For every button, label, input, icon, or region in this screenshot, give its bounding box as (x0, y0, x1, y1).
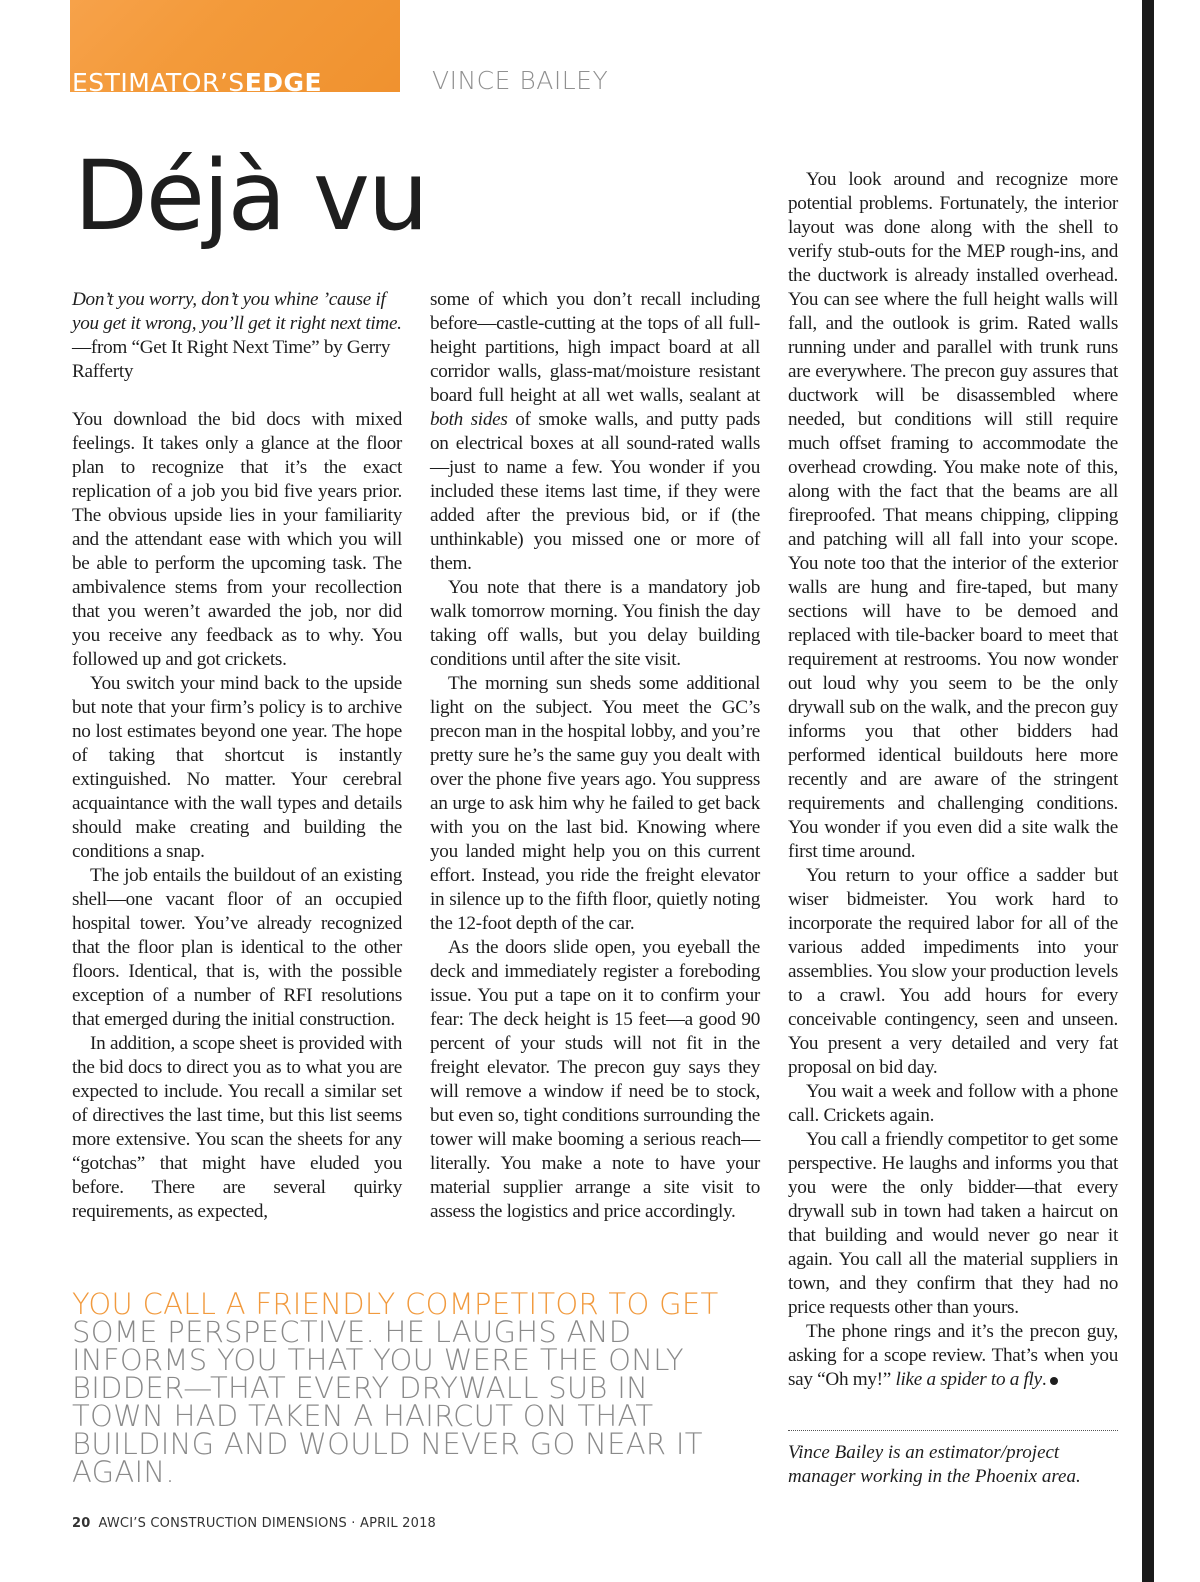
section-label-light: ESTIMATOR’S (72, 68, 245, 92)
paragraph: You return to your office a sadder but wiser bidmeister. You work hard to incorporate the required labor for all of the various added impediments into your assemblies. You slow your production levels to a crawl. You add hours for every conceivable contingency, seen and unseen. You present a very detailed and very fat proposal on bid day. (788, 865, 1118, 1078)
page-edge-bar (1142, 0, 1154, 1582)
paragraph: The morning sun sheds some additional light on the subject. You meet the GC’s precon man in the hospital lobby, and you’re pretty sure he’s the same guy you dealt with over the phone five years ago. You suppress an urge to ask him why he failed to get back with you on the last bid. Knowing where you landed might help you on this current effort. Instead, you ride the freight elevator in silence up to the fifth floor, quietly noting the 12-foot depth of the car. (430, 673, 760, 934)
paragraph-text: . (1041, 1369, 1047, 1390)
paragraph: You look around and recognize more potential problems. Fortunately, the interior layout was done along with the shell to verify stub-outs for the MEP rough-ins, and the ductwork is already installed overhead. You can see where the full height walls will fall, and the outlook is grim. Rated walls running under and parallel with trunk runs are everywhere. The precon guy assures that ductwork will be disassembled where needed, but conditions will still require much offset framing to accommodate the overhead crowding. You make note of this, along with the fact that the beams are all fireproofed. That means chipping, clipping and patching will all fall into your scope. You note too that the interior of the exterior walls are hung and fire-taped, but many sections will have to be demoed and replaced with tile-backer board to meet that requirement at restrooms. You now wonder out loud why you seem to be the only drywall sub on the walk, and the precon guy informs you that other bidders had performed identical buildouts here more recently and are aware of the stringent requirements and challenging conditions. You wonder if you even did a site walk the first time around. (788, 169, 1118, 862)
paragraph: You wait a week and follow with a phone call. Crickets again. (788, 1081, 1118, 1126)
paragraph: You call a friendly competitor to get some perspective. He laughs and informs you that you were the only bidder—that every drywall sub in town had taken a haircut on that building and would never go near it again. You call all the material suppliers in town, and they confirm that they had no price requests other than yours. (788, 1129, 1118, 1318)
page-footer (72, 1516, 436, 1531)
article-title: Déjà vu (74, 140, 427, 252)
paragraph: As the doors slide open, you eyeball the deck and immediately register a foreboding issue. You put a tape on it to confirm your fear: The deck height is 15 feet—a good 90 percent of your studs will not fit in the freight elevator. The precon guy says they will remove a window if need be to stock, but even so, tight conditions surrounding the tower will make booming a serious reach—literally. You make a note to have your material supplier arrange a site visit to assess the logistics and price accordingly. (430, 937, 760, 1222)
pull-quote-rest: SOME PERSPECTIVE. HE LAUGHS AND INFORMS YOU THAT YOU WERE THE ONLY BIDDER—THAT EVERY DRYWALL SUB IN TOWN HAD TAKEN A HAIRCUT ON THAT BUILDING AND WOULD NEVER GO NEAR IT AGAIN. (72, 1315, 703, 1489)
section-tab (70, 0, 400, 92)
epigraph-attribution: —from “Get It Right Next Time” by Gerry Rafferty (72, 337, 391, 382)
paragraph-emphasis: like a spider to a fly (895, 1369, 1042, 1390)
paragraph: You download the bid docs with mixed feelings. It takes only a glance at the floor plan to recognize that it’s the exact replication of a job you bid five years prior. The obvious upside lies in your familiarity and the attendant ease with which you will be able to perform the upcoming task. The ambivalence stems from your recollection that you weren’t awarded the job, nor did you receive any feedback as to why. You followed up and got crickets. (72, 409, 402, 670)
page-number: 20 (72, 1516, 91, 1531)
paragraph: You note that there is a mandatory job walk tomorrow morning. You finish the day taking off walls, but you delay building conditions until after the site visit. (430, 577, 760, 670)
column-2 (430, 288, 760, 1224)
paragraph-emphasis: both sides (430, 409, 508, 430)
paragraph: You switch your mind back to the upside but note that your firm’s policy is to archive no lost estimates beyond one year. The hope of taking that shortcut is instantly extinguished. No matter. Your cerebral acquaintance with the wall types and details should make creating and building the conditions a snap. (72, 673, 402, 862)
author-bio: Vince Bailey is an estimator/project manager working in the Phoenix area. (788, 1442, 1081, 1487)
publication-info: AWCI’S CONSTRUCTION DIMENSIONS · APRIL 2018 (98, 1516, 437, 1531)
author-byline: VINCE BAILEY (432, 66, 609, 95)
paragraph-text: of smoke walls, and putty pads on electrical boxes at all sound-rated walls—just to name a few. You wonder if you included these items last time, if they were added after the previous bid, or if (the unthinkable) you missed one or more of them. (430, 409, 760, 574)
end-of-article-icon (1050, 1377, 1058, 1385)
paragraph: In addition, a scope sheet is provided with the bid docs to direct you as to what you are expected to include. You recall a similar set of directives the last time, but this list seems more extensive. You scan the sheets for any “gotchas” that might have eluded you before. There are several quirky requirements, as expected, (72, 1033, 402, 1222)
column-3 (788, 168, 1118, 1392)
section-label (72, 68, 322, 92)
epigraph (72, 288, 402, 384)
section-label-bold: EDGE (244, 68, 323, 92)
paragraph: The job entails the buildout of an existing shell—one vacant floor of an occupied hospital tower. You’ve already recognized that the floor plan is identical to the other floors. Identical, that is, with the possible exception of a number of RFI resolutions that emerged during the initial construction. (72, 865, 402, 1030)
pull-quote (72, 1287, 722, 1489)
paragraph-last (788, 1320, 1118, 1392)
bio-divider (788, 1430, 1118, 1431)
paragraph-text: some of which you don’t recall including before—castle-cutting at the tops of all full-height partitions, high impact board at all corridor walls, glass-mat/moisture resistant board full height at all wet walls, sealant at (430, 289, 760, 406)
column-1 (72, 288, 402, 1224)
paragraph-text: The phone rings and it’s the precon guy, asking for a scope review. That’s when you say “Oh my!” (788, 1321, 1118, 1390)
paragraph (430, 288, 760, 576)
pull-quote-accent: YOU CALL A FRIENDLY COMPETITOR TO GET (72, 1287, 719, 1321)
epigraph-quote: Don’t you worry, don’t you whine ’cause if you get it wrong, you’ll get it right next time. (72, 289, 402, 334)
